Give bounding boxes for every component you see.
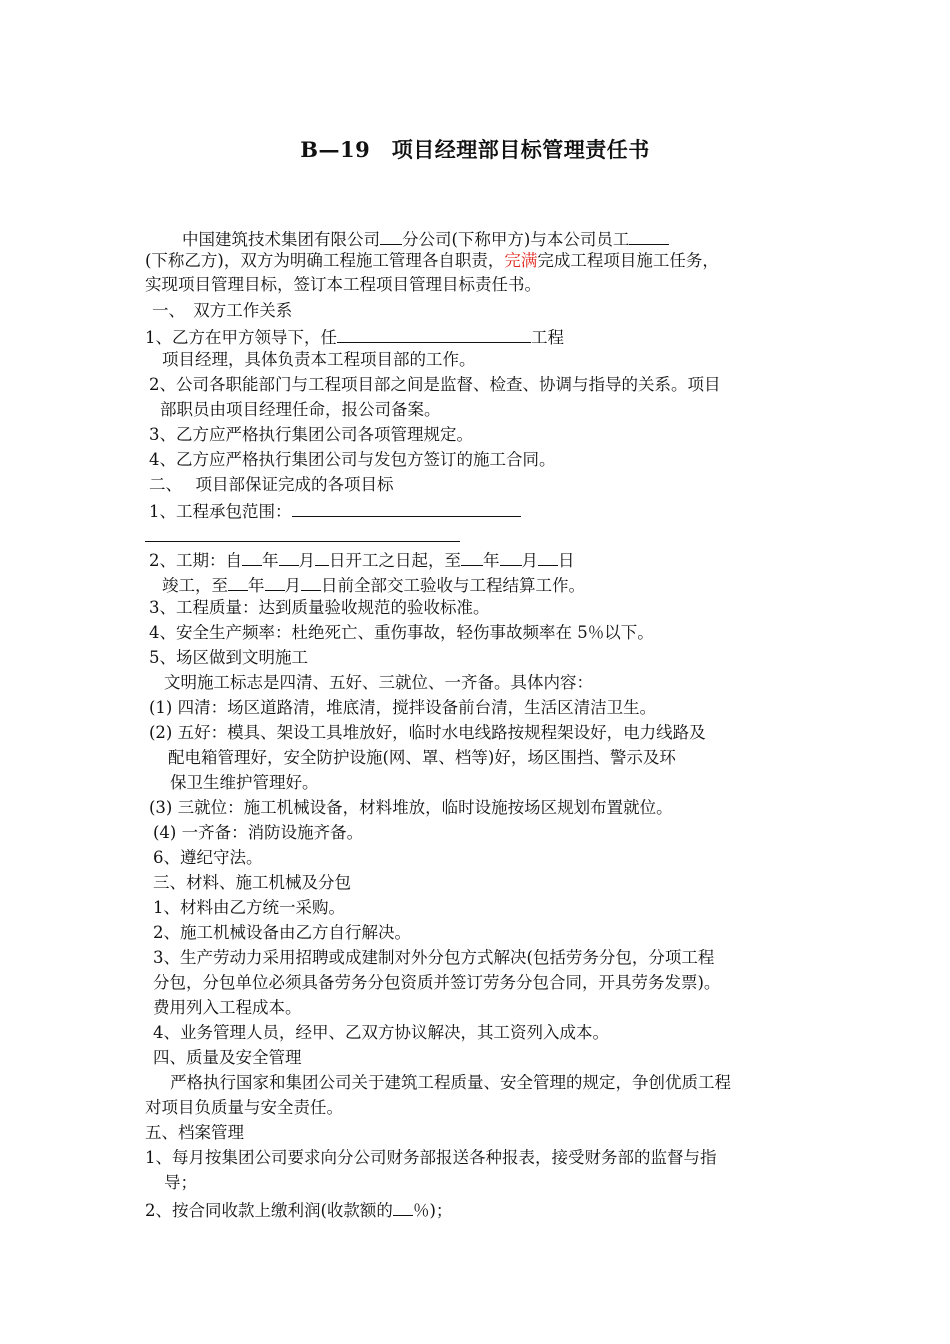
- s5-item-1-cont: 导；: [164, 1173, 197, 1192]
- intro-text-a: (下称乙方)，双方为明确工程施工管理各自职责，: [145, 251, 505, 270]
- s3-item-3-cont: 分包，分包单位必须具备劳务分包资质并签订劳务分包合同，开具劳务发票)。: [153, 973, 721, 992]
- s2-item-1: [149, 498, 521, 523]
- s4-paragraph-cont: 对项目负质量与安全责任。: [145, 1098, 343, 1117]
- intro-branch-text: 分公司(下称甲方)与本公司员工: [402, 230, 630, 249]
- s2-point-2: (2) 五好：模具、架设工具堆放好，临时水电线路按规程架设好，电力线路及: [149, 723, 706, 742]
- section-2-heading: 二、 项目部保证完成的各项目标: [149, 475, 394, 494]
- s5-item-2: [145, 1197, 452, 1222]
- s1-item-4: 4、乙方应严格执行集团公司与发包方签订的施工合同。: [149, 450, 556, 469]
- s2-item-2-cont: [162, 572, 585, 597]
- s1-item-1: [145, 324, 564, 349]
- section-5-heading: 五、档案管理: [145, 1123, 244, 1142]
- final-month-blank: [265, 572, 285, 591]
- intro-line-3: 实现项目管理目标，签订本工程项目管理目标责任书。: [145, 275, 541, 294]
- s1-item-2-cont: 部职员由项目经理任命，报公司备案。: [160, 400, 441, 419]
- day-label: 日: [558, 551, 575, 570]
- s1-item-2: 2、公司各职能部门与工程项目部之间是监督、检查、协调与指导的关系。项目: [149, 375, 721, 394]
- document-title: B—19 项目经理部目标管理责任书: [300, 137, 650, 162]
- s2-item-1-text: 1、工程承包范围：: [149, 502, 292, 521]
- s2-point-2-cont-2: 保卫生维护管理好。: [170, 773, 319, 792]
- s2-item-2: [149, 547, 575, 572]
- s2-item-5: 5、场区做到文明施工: [149, 648, 308, 667]
- start-day-blank: [315, 547, 329, 566]
- intro-text-b: 完成工程项目施工任务，: [537, 251, 719, 270]
- branch-blank: [380, 226, 402, 245]
- s1-item-1-suffix: 工程: [531, 328, 564, 347]
- s1-item-3: 3、乙方应严格执行集团公司各项管理规定。: [149, 425, 473, 444]
- final-year-blank: [228, 572, 248, 591]
- s2-point-2-cont: 配电箱管理好，安全防护设施(网、罩、档等)好，场区围挡、警示及环: [168, 748, 676, 767]
- final-day-blank: [301, 572, 321, 591]
- s2-item-5-desc: 文明施工标志是四清、五好、三就位、一齐备。具体内容：: [164, 673, 593, 692]
- year-label: 年: [483, 551, 500, 570]
- scope-blank-line-2: [145, 541, 460, 542]
- start-year-blank: [242, 547, 262, 566]
- end-day-blank: [538, 547, 558, 566]
- employee-blank: [629, 226, 669, 245]
- period-text: 2、工期：自: [149, 551, 242, 570]
- s3-item-3: 3、生产劳动力采用招聘或成建制对外分包方式解决(包括劳务分包，分项工程: [153, 948, 715, 967]
- s2-point-4: (4) 一齐备：消防设施齐备。: [153, 823, 364, 842]
- s2-item-4: 4、安全生产频率：杜绝死亡、重伤事故，轻伤事故频率在 5％以下。: [149, 623, 654, 642]
- intro-line-1: [182, 226, 669, 251]
- section-1-heading: 一、 双方工作关系: [152, 301, 293, 320]
- s4-paragraph: 严格执行国家和集团公司关于建筑工程质量、安全管理的规定，争创优质工程: [170, 1073, 731, 1092]
- intro-highlight-text: 完满: [504, 251, 538, 270]
- s3-item-1: 1、材料由乙方统一采购。: [153, 898, 345, 917]
- project-name-blank: [337, 324, 531, 343]
- scope-blank: [292, 498, 521, 517]
- s1-item-1-text: 1、乙方在甲方领导下，任: [145, 328, 337, 347]
- s3-item-4: 4、业务管理人员，经甲、乙双方协议解决，其工资列入成本。: [153, 1023, 609, 1042]
- completion-text: 竣工，至: [162, 576, 228, 595]
- intro-line-2: [145, 250, 719, 272]
- section-3-heading: 三、材料、施工机械及分包: [153, 873, 351, 892]
- s1-item-1-cont: 项目经理，具体负责本工程项目部的工作。: [162, 350, 476, 369]
- month-label: 月: [521, 551, 538, 570]
- s5-item-2-suffix: ％)；: [412, 1201, 453, 1220]
- month-label: 月: [298, 551, 315, 570]
- s5-item-1: 1、每月按集团公司要求向分公司财务部报送各种报表，接受财务部的监督与指: [145, 1148, 717, 1167]
- s3-item-3-cont-2: 费用列入工程成本。: [153, 998, 302, 1017]
- s2-point-3: (3) 三就位：施工机械设备，材料堆放，临时设施按场区规划布置就位。: [149, 798, 673, 817]
- end-month-blank: [500, 547, 522, 566]
- end-year-blank: [461, 547, 483, 566]
- s2-item-6: 6、遵纪守法。: [153, 848, 263, 867]
- start-month-blank: [279, 547, 299, 566]
- s3-item-2: 2、施工机械设备由乙方自行解决。: [153, 923, 411, 942]
- s2-item-3: 3、工程质量：达到质量验收规范的验收标准。: [149, 598, 490, 617]
- period-text: 日开工之日起，至: [329, 551, 461, 570]
- s5-item-2-text: 2、按合同收款上缴利润(收款额的: [145, 1201, 393, 1220]
- completion-text: 日前全部交工验收与工程结算工作。: [321, 576, 585, 595]
- profit-rate-blank: [393, 1197, 413, 1216]
- intro-company: 中国建筑技术集团有限公司: [182, 230, 380, 249]
- year-label: 年: [248, 576, 265, 595]
- year-label: 年: [262, 551, 279, 570]
- month-label: 月: [284, 576, 301, 595]
- section-4-heading: 四、质量及安全管理: [153, 1048, 302, 1067]
- s2-point-1: (1) 四清：场区道路清，堆底清，搅拌设备前台清，生活区清洁卫生。: [149, 698, 657, 717]
